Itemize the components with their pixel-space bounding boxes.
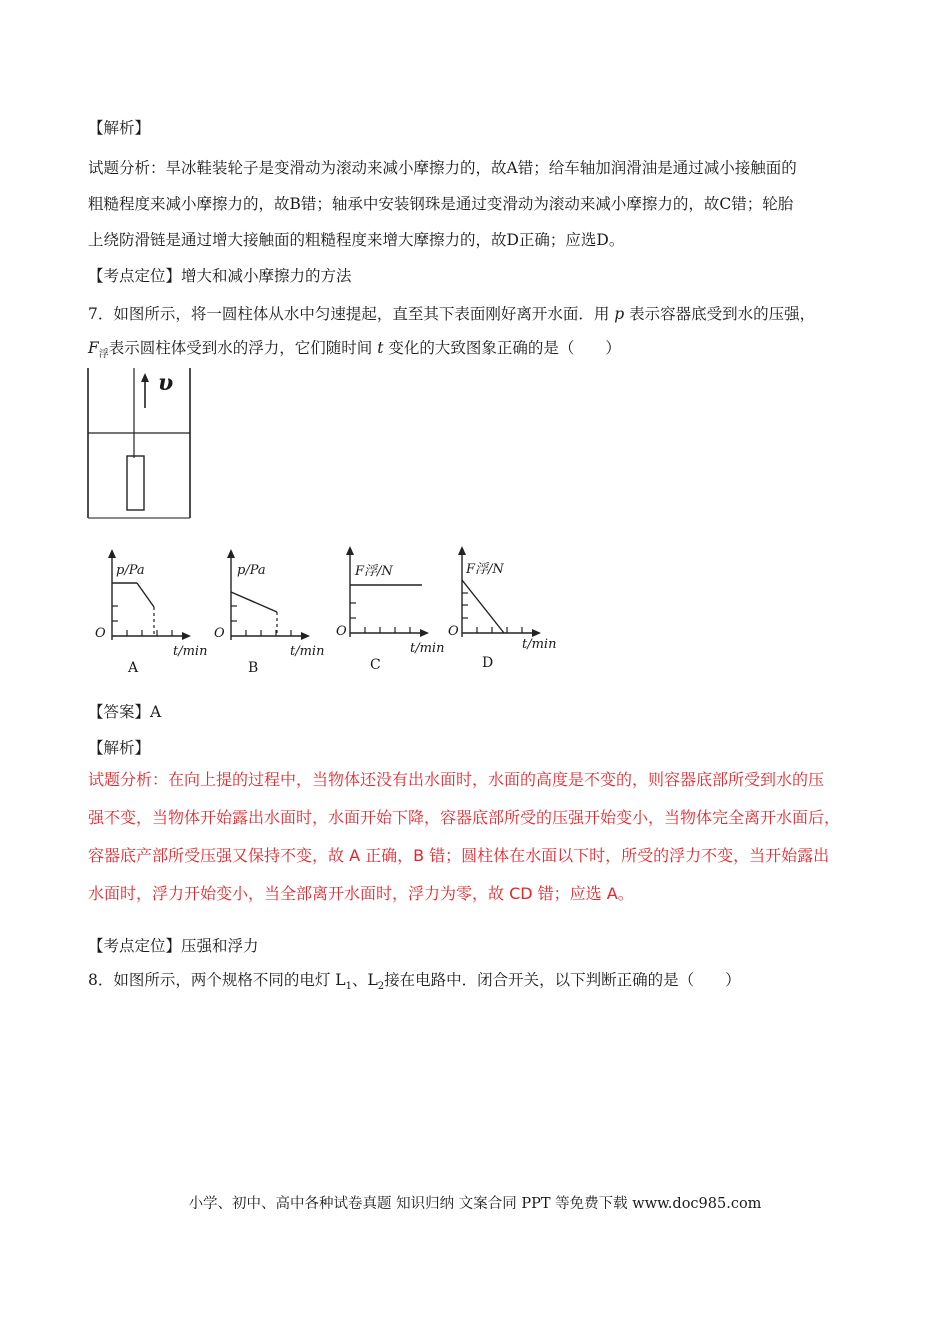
q8-text: 接在电路中．闭合开关，以下判断正确的是（ ） bbox=[384, 971, 741, 989]
kaodian-label: 【考点定位】增大和减小摩擦力的方法 bbox=[88, 267, 352, 285]
analysis-line: 强不变，当物体开始露出水面时，水面开始下降，容器底部所受的压强开始变小，当物体完全离开水面后， bbox=[88, 808, 841, 827]
analysis-line: 水面时，浮力开始变小，当全部离开水面时，浮力为零，故 CD 错；应选 A。 bbox=[88, 884, 634, 903]
container-figure bbox=[86, 368, 192, 520]
q8-text: 、L bbox=[351, 971, 378, 989]
graph-c-origin: O bbox=[336, 624, 347, 639]
velocity-label: υ bbox=[158, 370, 174, 396]
graph-a-letter: A bbox=[128, 660, 139, 676]
graph-b-xlabel: t/min bbox=[290, 644, 325, 659]
analysis-header: 【解析】 bbox=[88, 119, 151, 137]
q8-sub: 1 bbox=[345, 981, 352, 993]
graph-d-letter: D bbox=[482, 655, 494, 671]
q7-var-p: p bbox=[614, 305, 625, 323]
q7-var-F: F bbox=[88, 339, 99, 357]
question-8 bbox=[88, 970, 741, 997]
graph-c-ylabel: F浮/N bbox=[355, 564, 393, 579]
q7-sub: 浮 bbox=[98, 349, 109, 361]
graph-d-xlabel: t/min bbox=[522, 637, 557, 652]
question-7-line-1 bbox=[88, 304, 815, 324]
analysis-line: 试题分析：在向上提的过程中，当物体还没有出水面时，水面的高度是不变的，则容器底部所受到水的压 bbox=[88, 770, 825, 789]
graph-b-letter: B bbox=[248, 660, 259, 676]
graph-c-letter: C bbox=[370, 657, 381, 673]
graph-b-origin: O bbox=[214, 626, 225, 641]
graph-a-xlabel: t/min bbox=[173, 644, 208, 659]
graph-b-ylabel: p/Pa bbox=[237, 563, 266, 578]
analysis-line: 上绕防滑链是通过增大接触面的粗糙程度来增大摩擦力的，故D正确；应选D。 bbox=[88, 231, 625, 249]
q7-var-t: t bbox=[377, 339, 384, 357]
q7-text: 变化的大致图象正确的是（ ） bbox=[383, 339, 621, 357]
q7-text: 表示圆柱体受到水的浮力，它们随时间 bbox=[108, 339, 378, 357]
analysis-line: 粗糙程度来减小摩擦力的，故B错；轴承中安装钢珠是通过变滑动为滚动来减小摩擦力的，故C错；轮胎 bbox=[88, 195, 794, 213]
analysis-line: 容器底产部所受压强又保持不变，故 A 正确，B 错；圆柱体在水面以下时，所受的浮力不变，当开始露出 bbox=[88, 846, 830, 865]
q7-text: 7．如图所示，将一圆柱体从水中匀速提起，直至其下表面刚好离开水面．用 bbox=[88, 305, 615, 323]
graph-a-ylabel: p/Pa bbox=[116, 563, 145, 578]
kaodian-label: 【考点定位】压强和浮力 bbox=[88, 937, 259, 955]
page-footer: 小学、初中、高中各种试卷真题 知识归纳 文案合同 PPT 等免费下载 www.doc985.com bbox=[188, 1196, 762, 1212]
graph-c-xlabel: t/min bbox=[410, 641, 445, 656]
q8-sub: 2 bbox=[377, 981, 385, 993]
answer-label: 【答案】A bbox=[88, 703, 162, 721]
graph-d-ylabel: F浮/N bbox=[466, 562, 504, 577]
question-7-line-2 bbox=[88, 338, 621, 365]
q8-text: 8．如图所示，两个规格不同的电灯 L bbox=[88, 971, 346, 989]
q7-text: 表示容器底受到水的压强， bbox=[624, 305, 816, 323]
graph-d-origin: O bbox=[448, 624, 459, 639]
graph-a-origin: O bbox=[95, 626, 106, 641]
analysis-line: 试题分析：旱冰鞋装轮子是变滑动为滚动来减小摩擦力的，故A错；给车轴加润滑油是通过减小接触面的 bbox=[88, 159, 797, 177]
analysis-header: 【解析】 bbox=[88, 739, 151, 757]
